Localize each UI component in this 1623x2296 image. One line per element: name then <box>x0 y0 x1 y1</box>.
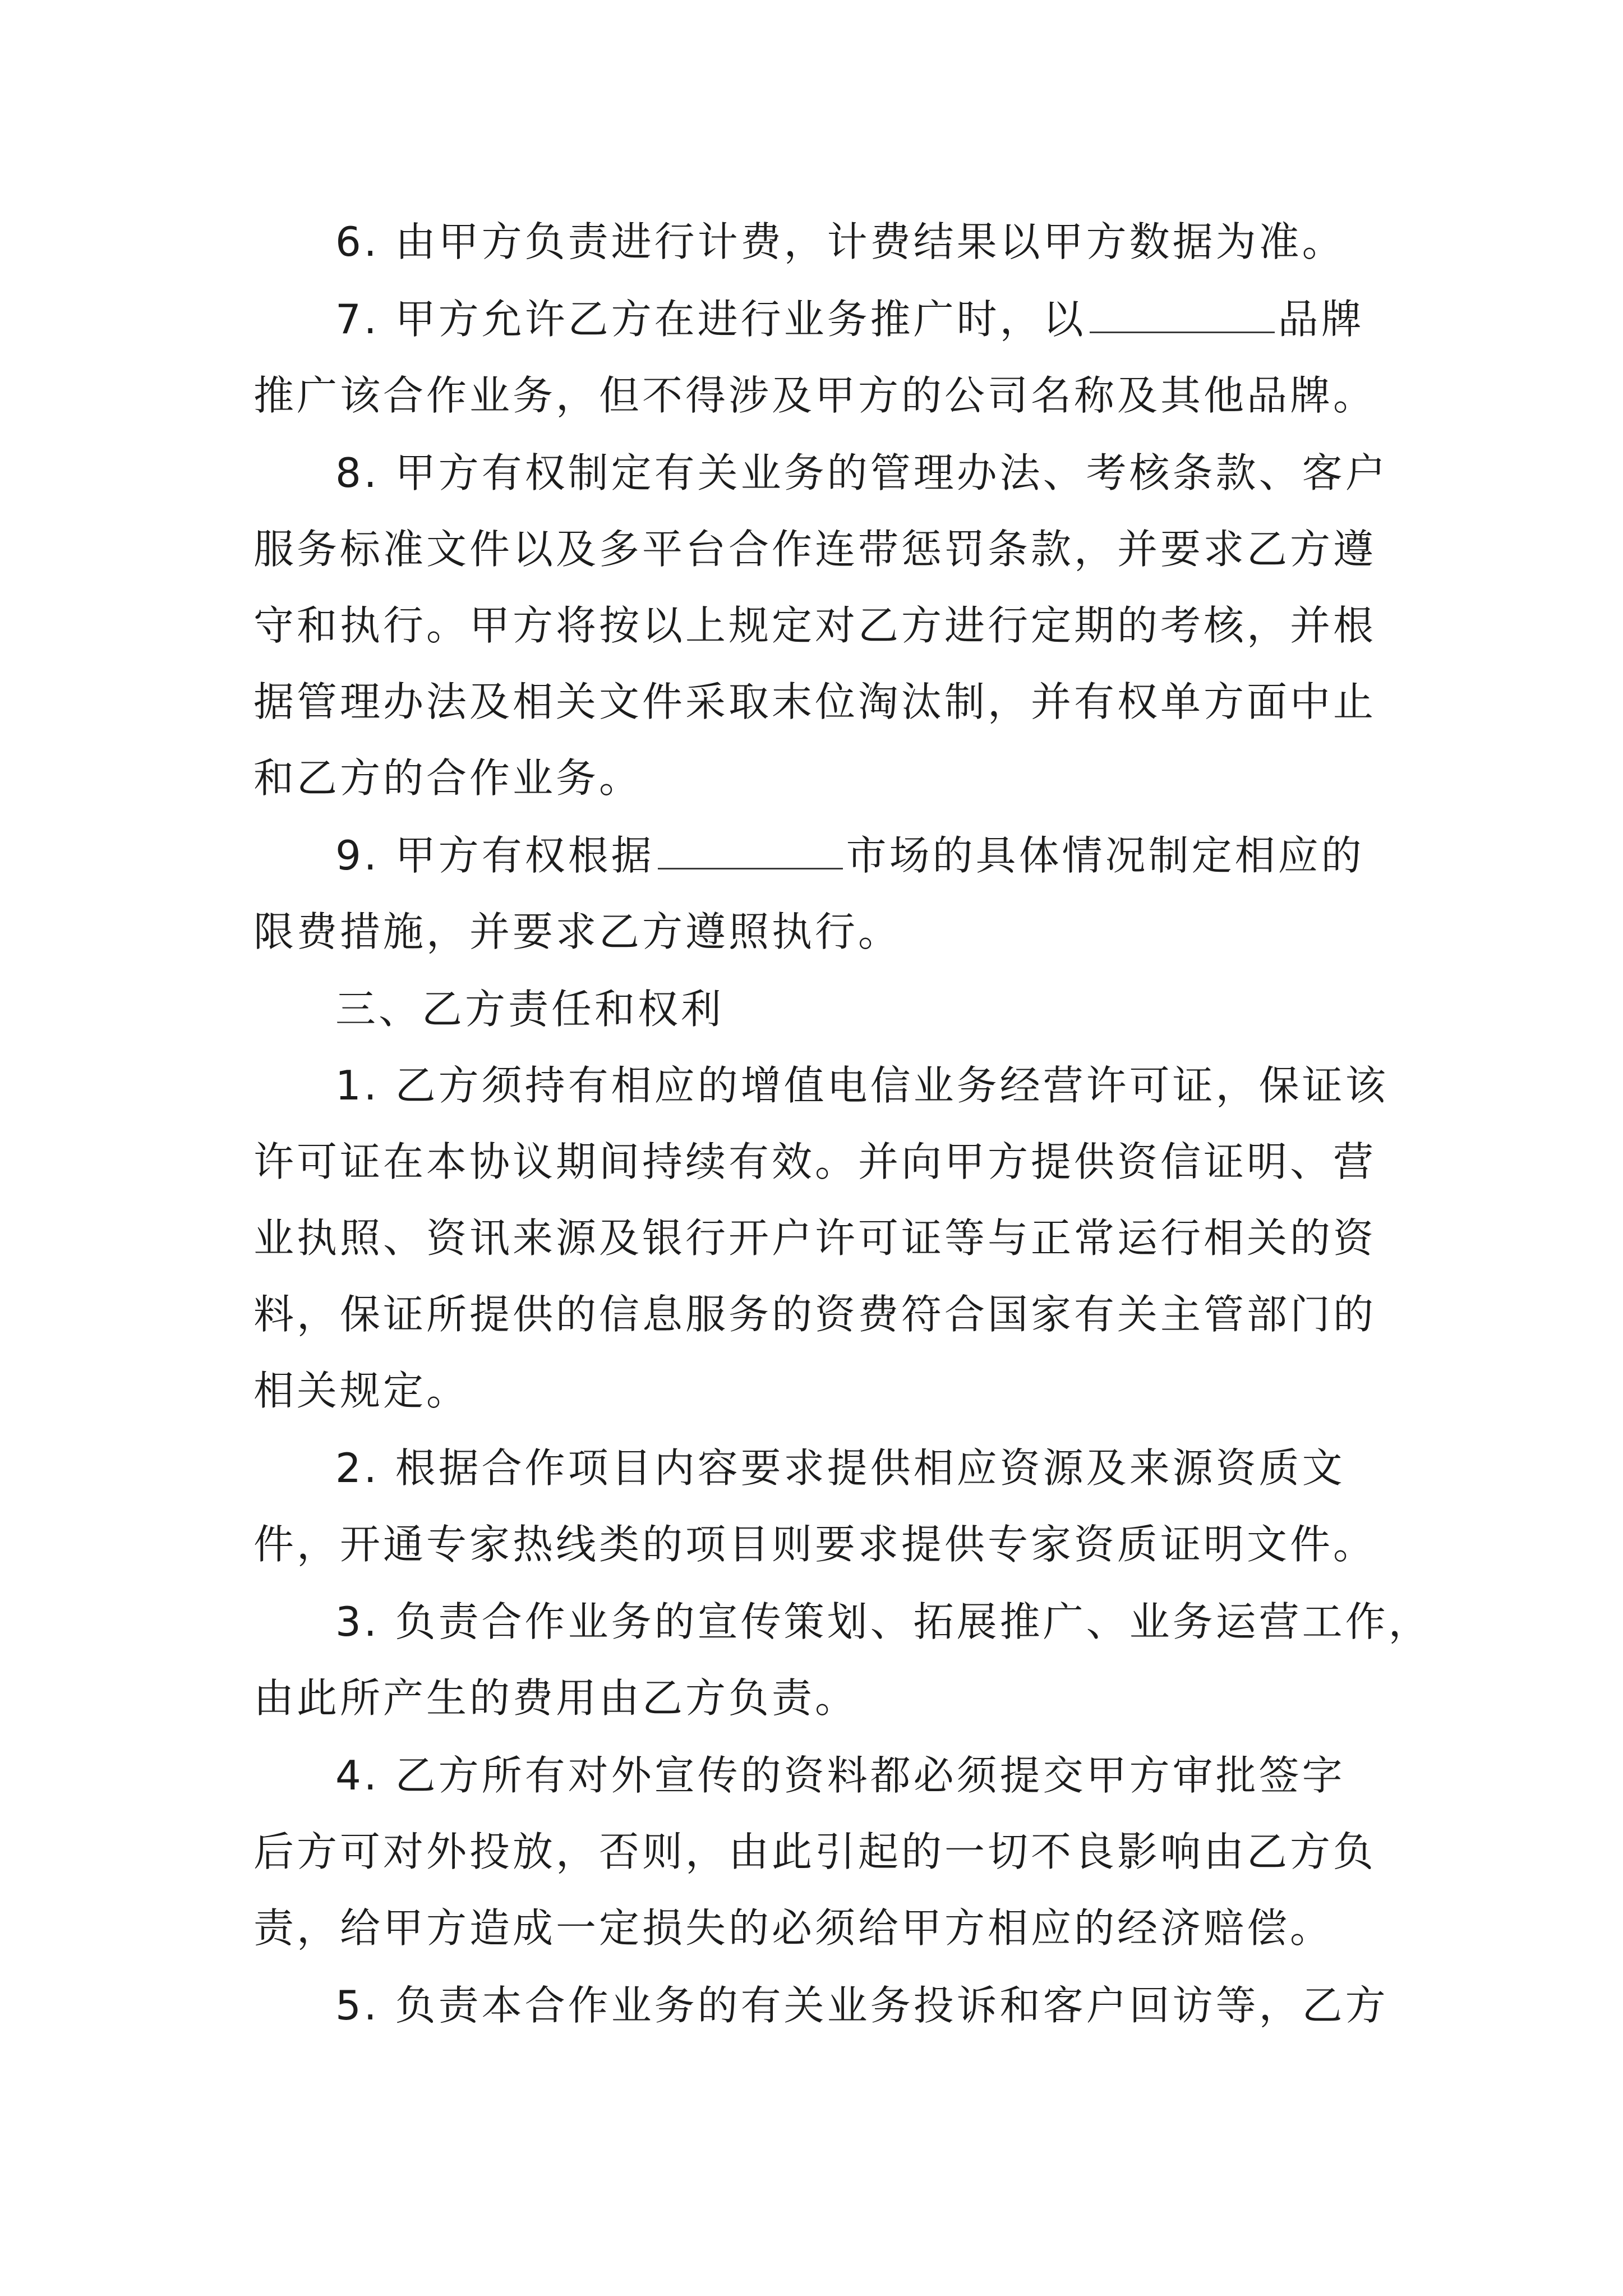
fill-in-blank-brand <box>1090 297 1275 333</box>
s3-para-4-line-1: 4. 乙方所有对外宣传的资料都必须提交甲方审批签字 <box>335 1752 1345 1799</box>
para-9-line-1 <box>335 813 1623 898</box>
para-9-text-start: 9. 甲方有权根据 <box>335 832 654 879</box>
para-7-line-2: 推广该合作业务，但不得涉及甲方的公司名称及其他品牌。 <box>253 372 1377 419</box>
para-8-line-5: 和乙方的合作业务。 <box>253 754 643 802</box>
s3-para-1-line-1: 1. 乙方须持有相应的增值电信业务经营许可证，保证该 <box>335 1062 1389 1109</box>
fill-in-blank-market <box>658 833 843 869</box>
para-9-line-2: 限费措施，并要求乙方遵照执行。 <box>253 908 902 955</box>
section-3-heading: 三、乙方责任和权利 <box>335 986 725 1033</box>
para-7-line-1 <box>335 277 1623 361</box>
s3-para-2-line-2: 件，开通专家热线类的项目则要求提供专家资质证明文件。 <box>253 1521 1377 1568</box>
s3-para-1-line-4: 料，保证所提供的信息服务的资费符合国家有关主管部门的 <box>253 1291 1377 1338</box>
para-8-line-4: 据管理办法及相关文件采取末位淘汰制，并有权单方面中止 <box>253 678 1377 725</box>
para-8-line-3: 守和执行。甲方将按以上规定对乙方进行定期的考核，并根 <box>253 602 1377 649</box>
s3-para-4-line-3: 责，给甲方造成一定损失的必须给甲方相应的经济赔偿。 <box>253 1904 1334 1952</box>
para-8-line-1: 8. 甲方有权制定有关业务的管理办法、考核条款、客户 <box>335 449 1389 496</box>
s3-para-4-line-2: 后方可对外投放，否则，由此引起的一切不良影响由乙方负 <box>253 1828 1377 1875</box>
s3-para-3-line-1: 3. 负责合作业务的宣传策划、拓展推广、业务运营工作， <box>335 1598 1432 1645</box>
s3-para-5-line-1: 5. 负责本合作业务的有关业务投诉和客户回访等，乙方 <box>335 1982 1389 2029</box>
para-6-line-1: 6. 由甲方负责进行计费，计费结果以甲方数据为准。 <box>335 218 1345 265</box>
s3-para-1-line-3: 业执照、资讯来源及银行开户许可证等与正常运行相关的资 <box>253 1214 1377 1262</box>
para-9-text-end: 市场的具体情况制定相应的 <box>846 832 1364 879</box>
s3-para-1-line-2: 许可证在本协议期间持续有效。并向甲方提供资信证明、营 <box>253 1138 1377 1185</box>
para-7-text-end: 品牌 <box>1278 296 1364 343</box>
s3-para-1-line-5: 相关规定。 <box>253 1367 470 1414</box>
s3-para-3-line-2: 由此所产生的费用由乙方负责。 <box>253 1674 859 1722</box>
para-7-text-start: 7. 甲方允许乙方在进行业务推广时，以 <box>335 296 1086 343</box>
para-8-line-2: 服务标准文件以及多平台合作连带惩罚条款，并要求乙方遵 <box>253 526 1377 573</box>
s3-para-2-line-1: 2. 根据合作项目内容要求提供相应资源及来源资质文 <box>335 1444 1345 1492</box>
